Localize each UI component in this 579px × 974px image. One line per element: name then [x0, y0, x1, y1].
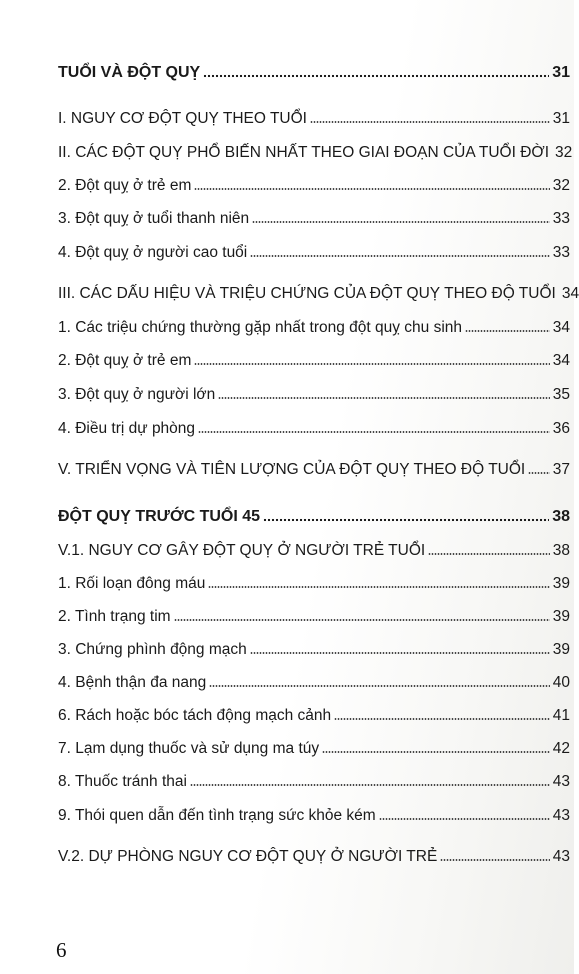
toc-entry	[58, 352, 570, 370]
toc-entry-page: 32	[552, 177, 570, 194]
toc-entry-title: 4. Điều trị dự phòng	[58, 420, 196, 437]
toc-entry-page: 32	[555, 144, 573, 161]
toc-entry-title: 3. Chứng phình động mạch	[58, 641, 247, 658]
toc-entry	[58, 807, 570, 825]
dot-leader	[528, 471, 550, 475]
toc-entry-page: 36	[552, 420, 570, 437]
toc-entry-page: 34	[552, 352, 570, 369]
dot-leader	[379, 817, 550, 821]
toc-entry-title: 3. Đột quỵ ở người lớn	[58, 386, 216, 403]
toc-entry-title: 3. Đột quỵ ở tuổi thanh niên	[58, 210, 250, 227]
toc-entry	[58, 641, 570, 659]
dot-leader	[465, 329, 550, 333]
dot-leader	[198, 430, 550, 434]
toc-entry	[58, 608, 570, 626]
toc-entry-title: III. CÁC DẤU HIỆU VÀ TRIỆU CHỨNG CỦA ĐỘT QUỴ THEO ĐỘ TUỔI	[58, 285, 556, 302]
dot-leader	[440, 858, 549, 862]
toc-entry-page: 38	[552, 508, 570, 525]
dot-leader	[203, 74, 549, 78]
toc-entry	[58, 285, 579, 303]
toc-entry	[58, 386, 570, 404]
toc-entry-page: 43	[552, 773, 570, 790]
toc-entry-page: 37	[552, 461, 570, 478]
toc-entry	[58, 848, 570, 866]
page-number: 6	[56, 938, 67, 962]
toc-entry	[58, 210, 570, 228]
toc-entry-title: 4. Bệnh thận đa nang	[58, 674, 207, 691]
toc-entry	[58, 461, 570, 479]
toc-entry-page: 31	[552, 110, 570, 127]
toc-entry	[58, 707, 570, 725]
dot-leader	[334, 717, 550, 721]
toc-entry-page: 35	[552, 386, 570, 403]
toc-entry-page: 40	[552, 674, 570, 691]
dot-leader	[322, 750, 550, 754]
toc-section-heading	[58, 508, 570, 526]
toc-entry-page: 43	[552, 848, 570, 865]
toc-entry	[58, 740, 570, 758]
toc-entry-page: 39	[552, 608, 570, 625]
toc-entry-title: V.1. NGUY CƠ GÂY ĐỘT QUỴ Ở NGƯỜI TRẺ TUỔI	[58, 542, 426, 559]
dot-leader	[310, 120, 550, 124]
dot-leader	[428, 552, 550, 556]
toc-entry-page: 31	[552, 64, 570, 81]
toc-entry-title: V. TRIỂN VỌNG VÀ TIÊN LƯỢNG CỦA ĐỘT QUỴ THEO ĐỘ TUỔI	[58, 461, 526, 478]
toc-entry-title: 8. Thuốc tránh thai	[58, 773, 187, 790]
toc-entry-page: 41	[552, 707, 570, 724]
toc-entry	[58, 674, 570, 692]
toc-entry-title: 1. Các triệu chứng thường gặp nhất trong đột quỵ chu sinh	[58, 319, 463, 336]
toc-entry	[58, 244, 570, 262]
toc-entry-title: 2. Đột quỵ ở trẻ em	[58, 352, 192, 369]
toc-entry	[58, 773, 570, 791]
toc-entry-page: 43	[552, 807, 570, 824]
toc-entry-title: 2. Tình trạng tim	[58, 608, 171, 625]
toc-entry-page: 34	[552, 319, 570, 336]
toc-entry	[58, 144, 573, 162]
toc-entry-title: V.2. DỰ PHÒNG NGUY CƠ ĐỘT QUỴ Ở NGƯỜI TRẺ	[58, 848, 438, 865]
toc-entry-page: 39	[552, 641, 570, 658]
toc-entry-title: 2. Đột quỵ ở trẻ em	[58, 177, 192, 194]
dot-leader	[250, 651, 550, 655]
toc-entry-title: 1. Rối loạn đông máu	[58, 575, 206, 592]
toc-entry-title: 4. Đột quỵ ở người cao tuổi	[58, 244, 248, 261]
dot-leader	[218, 396, 550, 400]
toc-entry-title: TUỔI VÀ ĐỘT QUỴ	[58, 64, 201, 81]
toc-section-heading	[58, 64, 570, 82]
toc-entry-title: I. NGUY CƠ ĐỘT QUỴ THEO TUỔI	[58, 110, 307, 127]
toc-entry	[58, 110, 570, 128]
toc-entry-page: 33	[552, 210, 570, 227]
dot-leader	[194, 187, 549, 191]
toc-entry	[58, 319, 570, 337]
toc-entry	[58, 542, 570, 560]
toc-entry-page: 39	[552, 575, 570, 592]
toc-entry-title: 9. Thói quen dẫn đến tình trạng sức khỏe kém	[58, 807, 376, 824]
toc-entry-page: 42	[552, 740, 570, 757]
dot-leader	[194, 362, 549, 366]
dot-leader	[174, 618, 550, 622]
toc-entry-title: 6. Rách hoặc bóc tách động mạch cảnh	[58, 707, 332, 724]
toc-entry	[58, 575, 570, 593]
dot-leader	[208, 585, 549, 589]
toc-entry-title: 7. Lạm dụng thuốc và sử dụng ma túy	[58, 740, 320, 757]
toc-entry-title: II. CÁC ĐỘT QUỴ PHỔ BIẾN NHẤT THEO GIAI ĐOẠN CỦA TUỔI ĐỜI	[58, 144, 549, 161]
toc-entry-title: ĐỘT QUỴ TRƯỚC TUỔI 45	[58, 508, 261, 525]
dot-leader	[190, 783, 550, 787]
dot-leader	[252, 220, 550, 224]
toc-entry-page: 38	[552, 542, 570, 559]
dot-leader	[209, 684, 550, 688]
toc-entry-page: 34	[561, 285, 579, 302]
toc-entry-page: 33	[552, 244, 570, 261]
toc-entry	[58, 177, 570, 195]
dot-leader	[263, 518, 549, 522]
toc-entry	[58, 420, 570, 438]
dot-leader	[250, 254, 550, 258]
